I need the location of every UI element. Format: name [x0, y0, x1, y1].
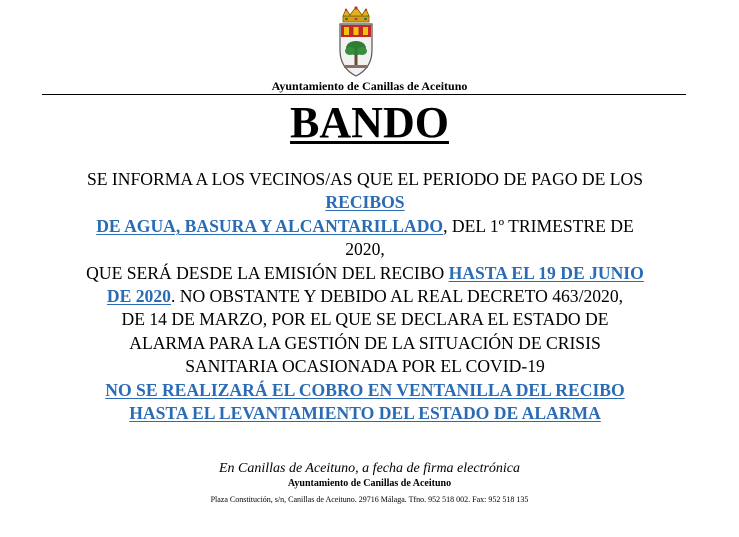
- highlight-no-collection: NO SE REALIZARÁ EL COBRO EN VENTANILLA DEL RECIBO: [105, 379, 625, 400]
- body-line-1: SE INFORMA A LOS VECINOS/AS QUE EL PERIODO DE PAGO DE LOS: [86, 169, 644, 189]
- header-divider: [42, 94, 686, 95]
- body-line-3-text: , DEL 1º TRIMESTRE DE: [443, 215, 634, 236]
- body-line-5-text: QUE SERÁ DESDE LA EMISIÓN DEL RECIBO: [86, 262, 449, 283]
- body-line-6-text: . NO OBSTANTE Y DEBIDO AL REAL DECRETO 463/2020,: [170, 286, 624, 307]
- body-line-9: SANITARIA OCASIONADA POR EL COVID-19: [185, 356, 545, 377]
- page-title: BANDO: [290, 98, 449, 147]
- notice-body: [40, 168, 690, 425]
- footer-address: Plaza Constitución, s/n, Canillas de Aceituno. 29716 Málaga. Tfno. 952 518 002. Fax: 952 518 135: [210, 495, 529, 504]
- body-line-7: DE 14 DE MARZO, POR EL QUE SE DECLARA EL ESTADO DE: [121, 309, 609, 330]
- body-line-3: [40, 215, 690, 238]
- highlight-year: DE 2020: [106, 286, 171, 307]
- highlight-until-alarm-lifted: HASTA EL LEVANTAMIENTO DEL ESTADO DE ALARMA: [129, 403, 601, 424]
- body-line-10: [40, 379, 690, 402]
- body-line-5: [40, 262, 690, 285]
- body-line-8: ALARMA PARA LA GESTIÓN DE LA SITUACIÓN DE CRISIS: [129, 332, 601, 353]
- highlight-deadline: HASTA EL 19 DE JUNIO: [448, 262, 644, 283]
- body-line-11: [40, 402, 690, 425]
- signature-organization: Ayuntamiento de Canillas de Aceituno: [287, 478, 452, 489]
- body-line-2: [40, 191, 690, 214]
- coat-of-arms-icon: [334, 6, 378, 78]
- header-organization: Ayuntamiento de Canillas de Aceituno: [271, 79, 468, 93]
- body-line-6: [40, 285, 690, 308]
- highlight-services: DE AGUA, BASURA Y ALCANTARILLADO: [96, 215, 444, 236]
- highlight-recibos: RECIBOS: [325, 192, 405, 213]
- signature-place-date: En Canillas de Aceituno, a fecha de firma electrónica: [218, 461, 521, 476]
- body-line-4: 2020,: [345, 239, 385, 260]
